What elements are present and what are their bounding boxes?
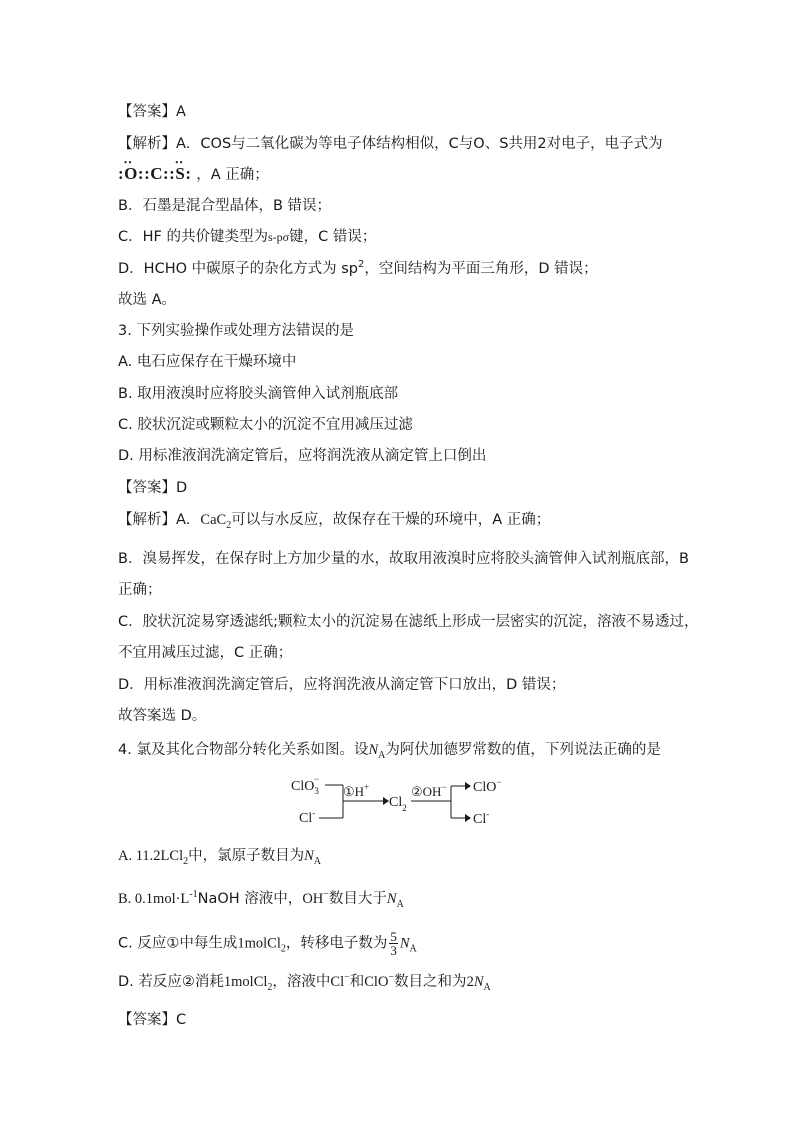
formula: CaC <box>200 512 227 528</box>
option-3d <box>118 446 486 466</box>
subscript: A <box>313 855 322 867</box>
explanation-text: 【解析】A．COS与二氧化碳为等电子体结构相似，C与O、S共用2对电子，电子式为 <box>118 136 663 152</box>
option-text: A. 11.2LCl <box>118 848 184 864</box>
lewis-atom-c: C <box>150 164 164 183</box>
explanation-text: 正确； <box>118 582 162 598</box>
subscript: A <box>483 981 491 993</box>
answer-4 <box>118 1010 186 1030</box>
conversion-diagram <box>285 770 515 830</box>
option-4d <box>118 972 491 992</box>
subscript: A <box>378 749 386 761</box>
coefficient: 2 <box>466 974 474 990</box>
subscript: 2 <box>183 855 189 867</box>
option-text: C. 胶状沉淀或颗粒太小的沉淀不宜用减压过滤 <box>118 417 413 433</box>
option-text: B. 取用液溴时应将胶头滴管伸入试剂瓶底部 <box>118 386 399 402</box>
option-text: B. 0.1mol·L <box>118 891 190 907</box>
option-text: 和 <box>349 974 365 990</box>
question-text: 为阿伏加德罗常数的值，下列说法正确的是 <box>385 742 661 758</box>
question-3 <box>118 321 354 341</box>
fraction-denominator: 3 <box>390 943 397 958</box>
conversion-diagram-svg <box>285 770 515 830</box>
formula: Cl <box>330 974 345 990</box>
option-text: A. 电石应保存在干燥环境中 <box>118 354 297 370</box>
option-text: NaOH 溶液中， <box>197 891 303 907</box>
lewis-bond: :: <box>137 164 151 183</box>
lewis-line <box>118 164 269 185</box>
explanation-2-b <box>118 196 331 216</box>
explanation-2-c <box>118 227 376 247</box>
diagram-clo3-label: ClO$_3$− <box>291 774 319 796</box>
diagram-cl-out-label: Cl- <box>473 809 490 827</box>
option-text: 数目之和为 <box>394 974 467 990</box>
answer-text: 【答案】D <box>118 480 188 496</box>
answer-2 <box>118 102 186 122</box>
explanation-text: 可以与水反应，故保存在干燥的环境中，A 正确； <box>231 512 551 528</box>
diagram-clo-out-label: ClO− <box>473 777 502 795</box>
conclusion-2 <box>118 290 176 310</box>
explanation-3-a <box>118 510 550 530</box>
option-text: ，转移电子数为 <box>285 935 388 952</box>
subscript: 2 <box>226 519 232 531</box>
superscript: 2 <box>358 259 365 271</box>
conclusion-text: 故答案选 D。 <box>118 708 207 724</box>
answer-3 <box>118 478 187 498</box>
conclusion-text: 故选 A。 <box>118 292 177 308</box>
answer-text: 【答案】A <box>118 104 186 120</box>
avogadro-symbol: N <box>386 891 397 907</box>
explanation-3-d <box>118 675 565 695</box>
subscript: A <box>409 943 417 955</box>
explanation-2-a <box>118 134 663 154</box>
explanation-2-d <box>118 259 598 279</box>
lewis-structure: :• • O::C::• • S: <box>118 164 196 183</box>
explanation-text: 不宜用减压过滤，C 正确； <box>118 645 293 661</box>
explanation-3-c <box>118 612 699 632</box>
superscript: -1 <box>189 889 198 901</box>
avogadro-symbol: N <box>304 848 314 864</box>
option-3b <box>118 384 398 404</box>
diagram-cl2-label: $Cl_2$ <box>389 795 407 813</box>
explanation-text: 【解析】A． <box>118 512 201 528</box>
option-4b <box>118 889 404 909</box>
option-text: C. 反应①中每生成 <box>118 935 238 952</box>
option-text: 数目大于 <box>328 891 387 907</box>
avogadro-symbol: N <box>399 935 410 952</box>
explanation-text: ，空间结构为平面三角形，D 错误； <box>364 261 598 277</box>
formula: ClO <box>364 974 389 990</box>
explanation-text: D．用标准液润洗滴定管后，应将润洗液从滴定管下口放出，D 错误； <box>118 677 566 693</box>
superscript: − <box>388 972 395 984</box>
explanation-text: C．HF 的共价键类型为 <box>118 229 268 245</box>
option-3a <box>118 352 296 372</box>
option-3c <box>118 415 413 435</box>
option-text: D. 用标准液润洗滴定管后，应将润洗液从滴定管上口倒出 <box>118 448 487 464</box>
arrow-head-icon <box>465 782 471 790</box>
question-text: 4. 氯及其化合物部分转化关系如图。设 <box>118 742 369 758</box>
option-4c <box>118 930 417 957</box>
explanation-text: ，A 正确； <box>196 167 269 183</box>
superscript: − <box>323 889 329 901</box>
diagram-step2-label: ②OH− <box>411 782 447 799</box>
subscript: 2 <box>280 943 286 955</box>
arrow-head-icon <box>465 814 471 822</box>
option-text: 中，氯原子数目为 <box>188 848 305 864</box>
option-text: ，溶液中 <box>272 974 331 990</box>
diagram-step1-label: ①H+ <box>343 782 370 799</box>
explanation-text: B．石墨是混合型晶体，B 错误； <box>118 198 332 214</box>
explanation-text: 键，C 错误； <box>289 229 377 245</box>
bond-type: s-pσ <box>267 230 290 244</box>
formula: 1molCl <box>223 974 268 990</box>
lewis-bond: :: <box>163 164 176 183</box>
diagram-cl-left-label: Cl- <box>299 808 316 826</box>
explanation-3-b <box>118 549 689 569</box>
avogadro-symbol: N <box>473 974 484 990</box>
question-4 <box>118 740 661 760</box>
conclusion-3 <box>118 706 206 726</box>
fraction-numerator: 5 <box>390 929 397 944</box>
option-text: D. 若反应②消耗 <box>118 974 224 990</box>
avogadro-symbol: N <box>368 742 379 758</box>
superscript: − <box>344 972 350 984</box>
explanation-text: D．HCHO 中碳原子的杂化方式为 sp <box>118 261 358 277</box>
subscript: A <box>396 898 404 910</box>
lewis-atom-o: • • O <box>124 164 138 184</box>
lewis-atom-s: • • S <box>175 164 185 184</box>
explanation-text: B．溴易挥发，在保存时上方加少量的水，故取用液溴时应将胶头滴管伸入试剂瓶底部，B <box>118 551 689 567</box>
explanation-3-b-cont <box>118 580 162 600</box>
formula: OH <box>302 891 324 907</box>
subscript: 2 <box>267 981 273 993</box>
explanation-3-c-cont <box>118 643 292 663</box>
question-text: 3. 下列实验操作或处理方法错误的是 <box>118 323 354 339</box>
option-4a <box>118 846 321 866</box>
formula: 1molCl <box>237 935 281 952</box>
answer-text: 【答案】C <box>118 1012 187 1028</box>
fraction <box>389 930 398 957</box>
explanation-text: C．胶状沉淀易穿透滤纸;颗粒太小的沉淀易在滤纸上形成一层密实的沉淀，溶液不易透过， <box>118 614 699 630</box>
